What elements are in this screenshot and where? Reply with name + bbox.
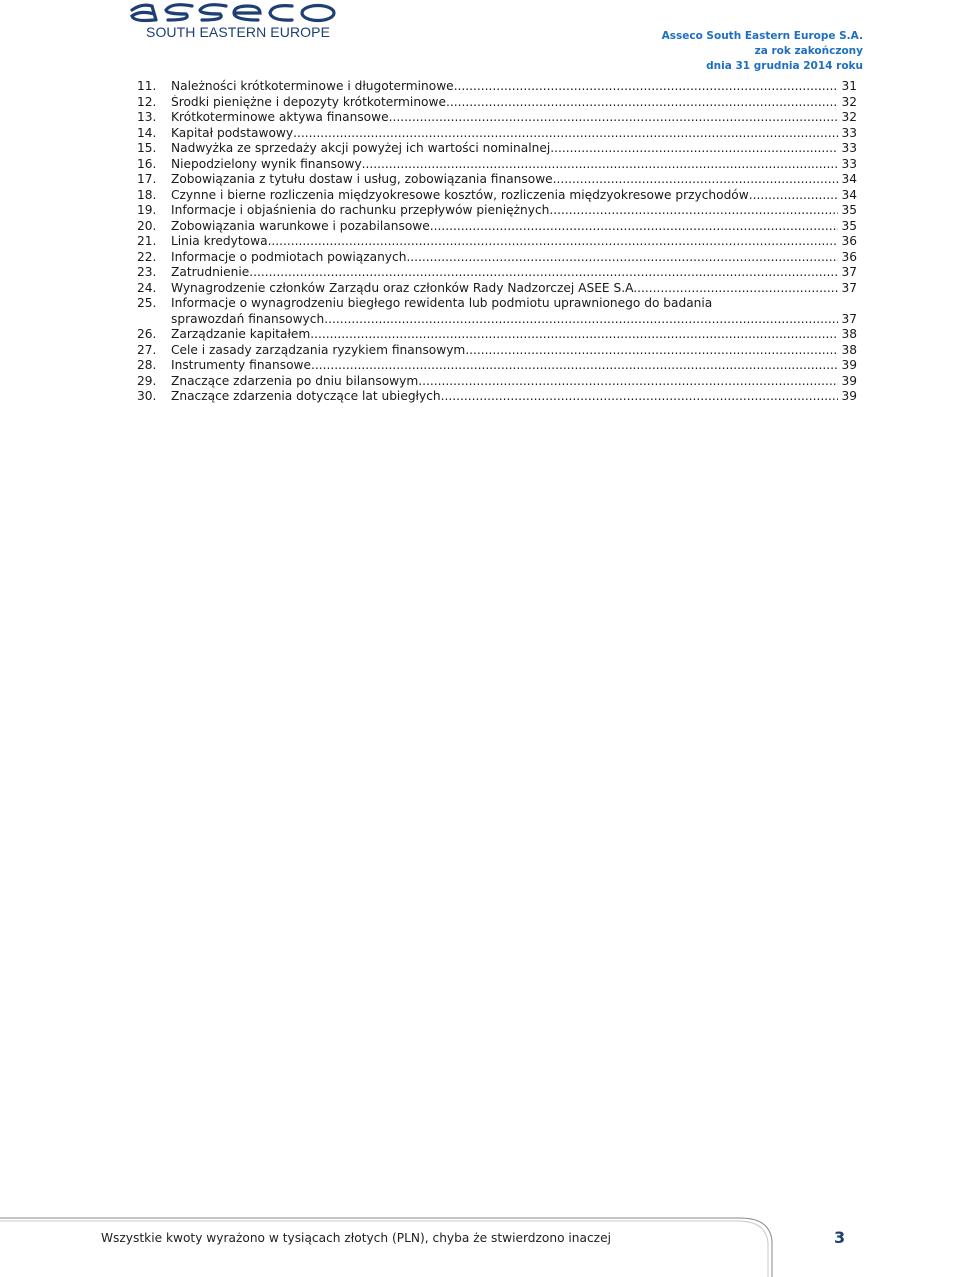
toc-entry-page: 37: [841, 265, 857, 279]
toc-entry-page: 34: [841, 187, 857, 202]
toc-entry-line: [171, 172, 857, 188]
toc-entry-title: Znaczące zdarzenia po dniu bilansowym: [171, 373, 419, 388]
dot-leader: [550, 141, 838, 157]
toc-entry-line: [171, 219, 857, 235]
toc-entry-title: Znaczące zdarzenia dotyczące lat ubiegłych: [171, 389, 441, 403]
toc-entry-number: 21.: [137, 234, 157, 248]
toc-entry-number: 13.: [137, 110, 157, 124]
asseco-wordmark-graphic: [128, 0, 340, 26]
dot-leader: [249, 265, 838, 281]
toc-entry-title: Instrumenty finansowe: [171, 358, 312, 372]
toc-entry-number: 23.: [137, 265, 157, 279]
toc-entry-title: Zarządzanie kapitałem: [171, 327, 311, 341]
dot-leader: [406, 250, 838, 266]
dot-leader: [389, 110, 839, 126]
toc-entry-title: Należności krótkoterminowe i długoterminowe: [171, 79, 454, 93]
toc-entry-number: 14.: [137, 125, 157, 140]
toc-entry: [137, 343, 857, 359]
toc-entry-line: [171, 141, 857, 157]
toc-entry-number: 25.: [137, 296, 157, 310]
toc-entry-page: 35: [841, 203, 857, 217]
toc-entry-page: 33: [841, 156, 857, 171]
toc-entry-body: [171, 79, 857, 95]
toc-entry-number: 28.: [137, 358, 157, 372]
toc-entry-page: 37: [841, 280, 857, 295]
toc-entry-page: 32: [841, 110, 857, 124]
toc-entry: [137, 358, 857, 374]
toc-entry: [137, 203, 857, 219]
toc-entry-title: Krótkoterminowe aktywa finansowe: [171, 110, 389, 124]
toc-entry-number: 17.: [137, 172, 157, 186]
dot-leader: [268, 234, 839, 250]
toc-entry-title: Informacje o wynagrodzeniu biegłego rewidenta lub podmiotu uprawnionego do badania: [171, 296, 713, 310]
toc-entry-title: Zobowiązania warunkowe i pozabilansowe: [171, 218, 430, 233]
toc-entry: [137, 250, 857, 266]
dot-leader: [553, 172, 839, 188]
toc-entry-body: [171, 265, 857, 281]
toc-entry: [137, 110, 857, 126]
dot-leader: [454, 79, 839, 95]
toc-entry-page: 34: [841, 172, 857, 186]
toc-entry-line: [171, 79, 857, 95]
footer-note: Wszystkie kwoty wyrażono w tysiącach złotych (PLN), chyba że stwierdzono inaczej: [101, 1231, 611, 1245]
dot-leader: [293, 126, 838, 142]
toc-entry-body: [171, 358, 857, 374]
dot-leader: [749, 188, 839, 204]
toc-entry-title: Czynne i bierne rozliczenia międzyokresowe kosztów, rozliczenia międzyokresowe przychodów: [171, 187, 749, 202]
toc-entry-body: [171, 250, 857, 266]
toc-entry-line: [171, 250, 857, 266]
table-of-contents: [137, 79, 857, 405]
toc-entry-page: 36: [841, 249, 857, 264]
toc-entry-page: 33: [841, 125, 857, 140]
toc-entry-page: 38: [841, 342, 857, 357]
toc-entry-number: 27.: [137, 342, 157, 357]
toc-entry-body: [171, 374, 857, 390]
toc-entry-body: [171, 219, 857, 235]
toc-entry-page: 39: [841, 373, 857, 388]
toc-entry: [137, 374, 857, 390]
toc-entry-body: [171, 110, 857, 126]
toc-entry-number: 24.: [137, 280, 157, 295]
toc-entry-title: Nadwyżka ze sprzedaży akcji powyżej ich wartości nominalnej: [171, 141, 551, 155]
toc-entry-number: 29.: [137, 373, 157, 388]
footer-page-number: 3: [834, 1228, 846, 1247]
toc-entry-title: Informacje i objaśnienia do rachunku przepływów pieniężnych: [171, 203, 550, 217]
toc-entry-number: 15.: [137, 141, 157, 155]
toc-entry: [137, 126, 857, 142]
toc-entry-number: 11.: [137, 79, 157, 93]
asseco-logo: [128, 0, 340, 44]
toc-entry-number: 26.: [137, 327, 157, 341]
toc-entry-line: [171, 157, 857, 173]
toc-entry-line: [171, 281, 857, 297]
toc-entry-number: 12.: [137, 94, 157, 109]
dot-leader: [418, 374, 838, 390]
toc-entry-body: [171, 296, 857, 327]
dot-leader: [441, 389, 839, 405]
toc-entry-line: [171, 95, 857, 111]
toc-entry-page: 37: [841, 311, 857, 326]
toc-entry-line: [171, 343, 857, 359]
toc-entry-page: 35: [841, 218, 857, 233]
toc-entry-title: Kapitał podstawowy: [171, 125, 294, 140]
toc-entry: [137, 95, 857, 111]
dot-leader: [324, 312, 838, 328]
footer-frame: [0, 1215, 960, 1277]
toc-entry-body: [171, 188, 857, 204]
toc-entry-line: [171, 296, 857, 312]
toc-entry-line: [171, 234, 857, 250]
toc-entry-line: [171, 327, 857, 343]
toc-entry-page: 39: [841, 358, 857, 372]
toc-entry-line: [171, 389, 857, 405]
toc-entry-title: Środki pieniężne i depozyty krótkoterminowe: [171, 94, 446, 109]
toc-entry: [137, 389, 857, 405]
toc-entry: [137, 234, 857, 250]
toc-entry-number: 20.: [137, 218, 157, 233]
toc-entry-body: [171, 389, 857, 405]
toc-entry: [137, 79, 857, 95]
toc-entry-body: [171, 157, 857, 173]
toc-entry-body: [171, 141, 857, 157]
logo-subtitle: SOUTH EASTERN EUROPE: [146, 24, 331, 40]
toc-entry-body: [171, 281, 857, 297]
toc-entry-number: 30.: [137, 389, 157, 403]
dot-leader: [446, 95, 839, 111]
dot-leader: [430, 219, 839, 235]
toc-entry-page: 38: [841, 327, 857, 341]
dot-leader: [549, 203, 838, 219]
toc-entry-title: Wynagrodzenie członków Zarządu oraz członków Rady Nadzorczej ASEE S.A.: [171, 280, 638, 295]
toc-entry-body: [171, 203, 857, 219]
toc-entry: [137, 281, 857, 297]
toc-entry-body: [171, 172, 857, 188]
toc-entry-body: [171, 234, 857, 250]
toc-entry-number: 19.: [137, 203, 157, 217]
toc-entry-line: [171, 312, 857, 328]
toc-entry-page: 39: [841, 389, 857, 403]
toc-entry-line: [171, 358, 857, 374]
toc-entry-line: [171, 126, 857, 142]
dot-leader: [311, 358, 838, 374]
dot-leader: [637, 281, 838, 297]
dot-leader: [310, 327, 838, 343]
toc-entry-title: Zatrudnienie: [171, 265, 250, 279]
period-line-2: dnia 31 grudnia 2014 roku: [706, 60, 863, 72]
toc-entry-line: [171, 188, 857, 204]
toc-entry: [137, 141, 857, 157]
toc-entry-title: Informacje o podmiotach powiązanych: [171, 249, 407, 264]
toc-entry-title: Zobowiązania z tytułu dostaw i usług, zobowiązania finansowe: [171, 172, 553, 186]
toc-entry: [137, 157, 857, 173]
dot-leader: [362, 157, 839, 173]
toc-entry-line: [171, 374, 857, 390]
toc-entry-line: [171, 265, 857, 281]
report-header: [662, 29, 863, 74]
toc-entry: [137, 172, 857, 188]
toc-entry-body: [171, 343, 857, 359]
toc-entry: [137, 296, 857, 327]
toc-entry-title: Cele i zasady zarządzania ryzykiem finansowym: [171, 342, 466, 357]
toc-entry-number: 22.: [137, 249, 157, 264]
toc-entry-number: 16.: [137, 156, 157, 171]
toc-entry-body: [171, 126, 857, 142]
toc-entry-page: 33: [841, 141, 857, 155]
toc-entry: [137, 188, 857, 204]
company-name: Asseco South Eastern Europe S.A.: [661, 30, 863, 42]
toc-entry-page: 32: [841, 94, 857, 109]
period-line-1: za rok zakończony: [754, 45, 863, 57]
toc-entry-title: Linia kredytowa: [171, 234, 268, 248]
dot-leader: [465, 343, 838, 359]
toc-entry: [137, 265, 857, 281]
toc-entry-title: sprawozdań finansowych: [171, 311, 325, 326]
toc-entry-number: 18.: [137, 187, 157, 202]
toc-entry: [137, 327, 857, 343]
toc-entry-page: 31: [841, 79, 857, 93]
toc-entry-page: 36: [841, 234, 857, 248]
toc-entry-body: [171, 327, 857, 343]
toc-entry-body: [171, 95, 857, 111]
toc-entry-line: [171, 110, 857, 126]
toc-entry-line: [171, 203, 857, 219]
toc-entry-title: Niepodzielony wynik finansowy: [171, 156, 362, 171]
toc-entry: [137, 219, 857, 235]
